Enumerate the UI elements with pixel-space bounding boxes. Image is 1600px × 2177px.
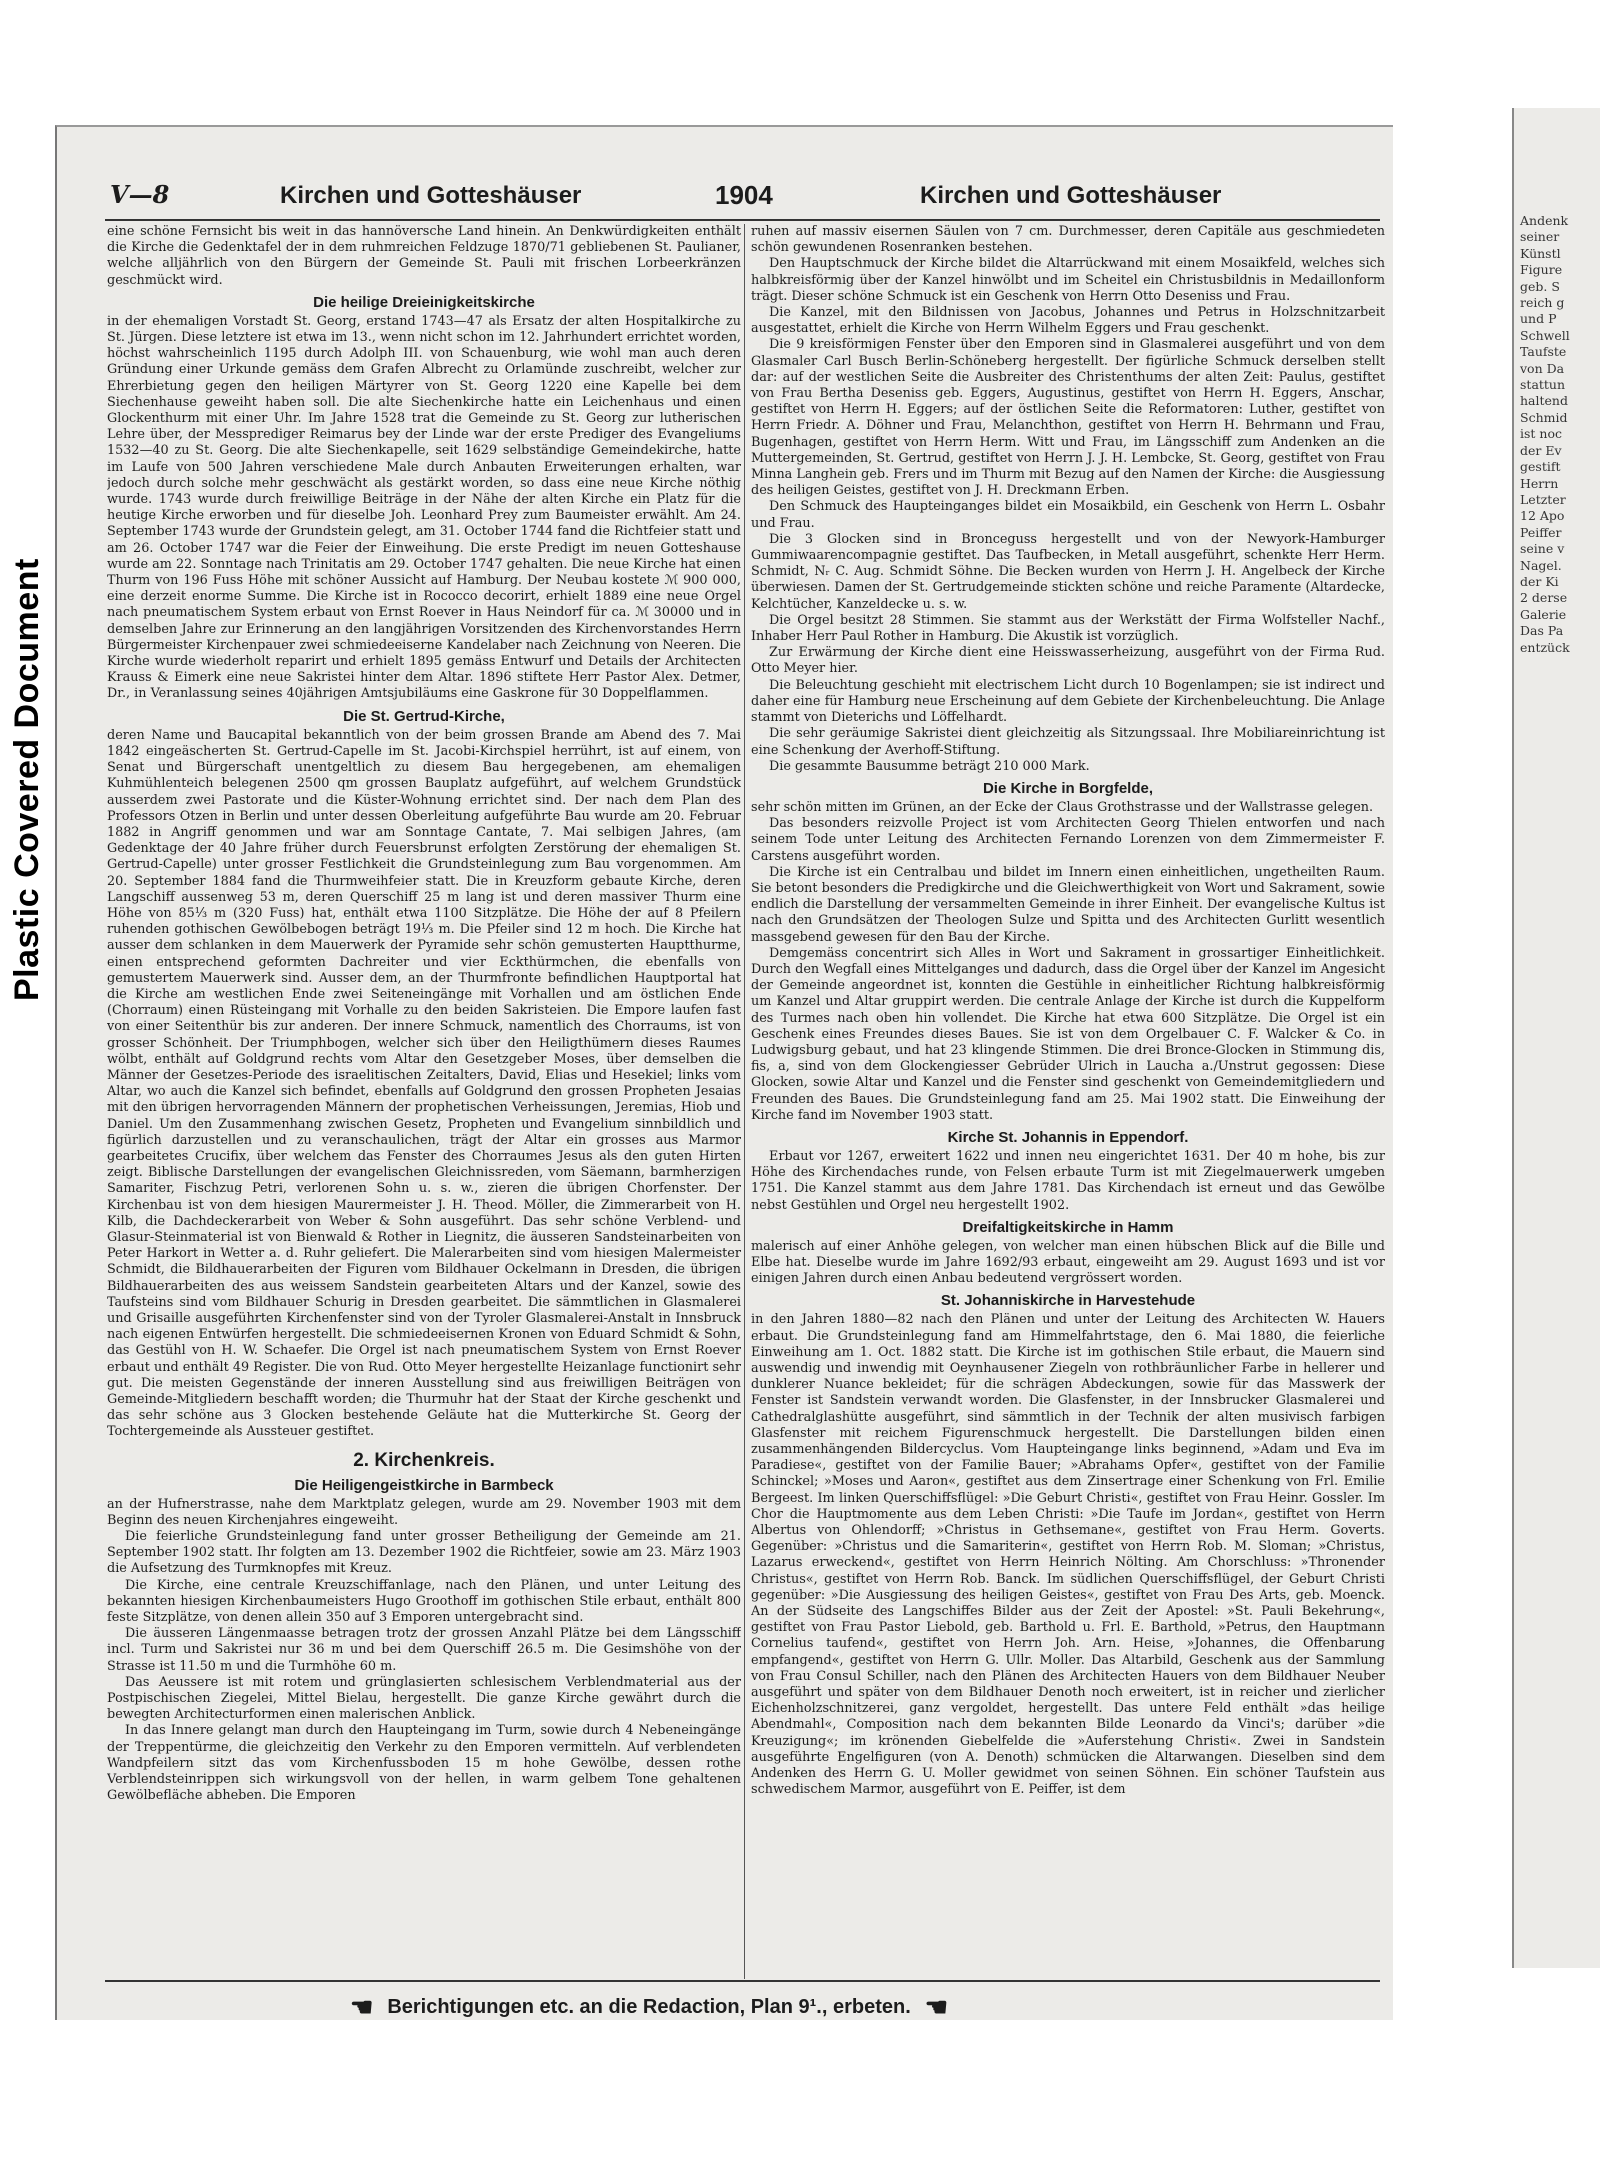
paragraph: Die sehr geräumige Sakristei dient gleichzeitig als Sitzungssaal. Ihre Mobiliareinrichtung ist eine Schenkung der Averhoff-Stiftung.	[751, 726, 1385, 758]
adjacent-page-strip	[1512, 108, 1600, 1968]
paragraph: malerisch auf einer Anhöhe gelegen, von welcher man einen hübschen Blick auf die Bille und Elbe hat. Dieselbe wurde im Jahre 1692/93 erbaut, eingeweiht am 29. August 1693 und ist vor einigen Jahren durch einen Anbau bedeutend vergrössert worden.	[751, 1238, 1385, 1287]
adjacent-page-fragment: seiner	[1520, 229, 1560, 245]
adjacent-page-fragment: 2 derse	[1520, 590, 1568, 606]
paragraph: Die Kirche, eine centrale Kreuzschiffanlage, nach den Plänen, und unter Leitung des bekannten hiesigen Kirchenbaumeisters Hugo Groothoff im gothischen Stile erbaut, enthält 800 feste Sitzplätze, von denen allein 350 auf 3 Emporen untergebracht sind.	[107, 1577, 741, 1626]
adjacent-page-fragment: Andenk	[1520, 213, 1569, 228]
paragraph: an der Hufnerstrasse, nahe dem Marktplatz gelegen, wurde am 29. November 1903 mit dem Beginn des neuen Kirchenjahres eingeweiht.	[107, 1496, 741, 1528]
adjacent-page-fragments	[1514, 108, 1600, 656]
paragraph: Die Beleuchtung geschieht mit electrischem Licht durch 10 Bogenlampen; sie ist indirect und daher eine für Hamburg neue Erscheinung auf dem Gebiete der Kirchenbeleuchtung. Die Anlage stammt von Dieterichs und Löffelhardt.	[751, 677, 1385, 726]
adjacent-page-fragment: haltend	[1520, 393, 1568, 409]
footer-rule	[105, 1980, 1380, 1982]
adjacent-page-fragment: Letzter	[1520, 491, 1566, 507]
adjacent-page-fragment: der Ev	[1520, 442, 1562, 458]
adjacent-page-fragment: von Da	[1520, 360, 1565, 376]
adjacent-page-fragment: Künstl	[1520, 245, 1561, 261]
adjacent-page-fragment: der Ki	[1520, 573, 1559, 589]
adjacent-page-fragment: Taufste	[1520, 344, 1567, 360]
adjacent-page-fragment: geb. S	[1520, 278, 1560, 294]
paragraph: in den Jahren 1880—82 nach den Plänen und unter der Leitung des Architecten W. Hauers erbaut. Die Grundsteinlegung fand am Himmelfahrtstage, den 6. Mai 1880, die feierliche Einweihung am 1. Oct. 1882 statt. Die Kirche ist im gothischen Stile erbaut, die Mauern sind auswendig und inwendig mit Oeynhausener Ziegeln von rothbräunlicher Farbe in hellerer und dunklerer Nuance bekleidet; für die schrägen Abdeckungen, sowie für das Masswerk der Fenster ist Sandstein verwandt worden. Die Glasfenster, in der Innsbrucker Glasmalerei und Cathedralglashütte ausgeführt, sind sämmtlich in der Technik der alten musivisch farbigen Glasfenster mit reichem Figurenschmuck hergestellt. Die Darstellungen bilden einen zusammenhängenden Bildercyclus. Vom Haupteingange links beginnend, »Adam und Eva im Paradiese«, gestiftet von der Familie Bauer; »Abrahams Opfer«, gestiftet von der Familie Schinckel; »Moses und Aaron«, gestiftet aus dem Zinsertrage einer Schenkung von Frl. Emilie Bergeest. Im linken Querschiffsflügel: »Die Geburt Christi«, gestiftet von Frau Heinr. Gossler. Im Chor die Hauptmomente aus dem Leben Christi: »Die Taufe im Jordan«, gestiftet von Herrn Albertus von Ohlendorff; »Christus in Gethsemane«, gestiftet von Frau Herm. Goverts. Gegenüber: »Christus und die Samariterin«, gestiftet von Herrn Rob. M. Sloman; »Christus, Lazarus erweckend«, gestiftet von Herrn Heinrich Nölting. Am Chorschluss: »Thronender Christus«, gestiftet von Herrn Rob. Banck. Im südlichen Querschiffsflügel, der Geburt Christi gegenüber: »Die Ausgiessung des heiligen Geistes«, gestiftet von Frau Des Arts, geb. Moenck. An der Südseite des Langschiffes Bilder aus der Zeit der Apostel: »St. Pauli Bekehrung«, gestiftet von Frau Pastor Liebold, geb. Barthold u. Frl. E. Barthold, »Petrus, den Hauptmann Cornelius taufend«, gestiftet von Herrn Joh. Arn. Heise, »Johannes, die Offenbarung empfangend«, gestiftet von Herrn G. Ullr. Moller. Das Altarbild, Geschenk aus der Sammlung von Frau Consul Schiller, nach den Plänen des Architecten Hauers von dem Bildhauer Neuber ausgeführt und später von dem Bildhauer Denoth noch erweitert, ist in reicher und zierlicher Eichenholzschnitzerei, ganz vergoldet, hergestellt. Das untere Feld enthält »das heilige Abendmahl«, Composition nach dem bekannten Bilde Leonardo da Vinci's; darüber »die Kreuzigung«; im krönenden Giebelfelde die »Auferstehung Christi«. Zwei in Sandstein ausgeführte Engelfiguren (von A. Denoth) schmücken die Altarwangen. Dieselben sind dem Andenken des Herrn G. U. Moller gewidmet von seinen Söhnen. Ein schöner Taufstein aus schwedischem Marmor, ausgeführt von E. Peiffer, ist dem	[751, 1312, 1385, 1798]
paragraph: deren Name und Baucapital bekanntlich von der beim grossen Brande am Abend des 7. Mai 1842 eingeäscherten St. Gertrud-Capelle im St. Jacobi-Kirchspiel herrührt, ist auf einem, von Senat und Bürgerschaft unentgeltlich zu diesem Bau hergegebenen, am ehemaligen Kuhmühlenteich belegenen 2500 qm grossen Bauplatz aufgeführt, auf welchem Grundstück ausserdem zwei Pastorate und die Küster-Wohnung errichtet sind. Der nach dem Plan des Professors Otzen in Berlin und unter dessen Oberleitung aufgeführte Bau wurde am 20. Februar 1882 in Angriff genommen und war am Sonntage Cantate, 7. Mai selbigen Jahres, (am Gedenktage der 40 Jahre früher durch Feuersbrunst erfolgten Zerstörung der ehemaligen St. Gertrud-Capelle) unter grosser Festlichkeit die Grundsteinlegung zum Bau vorgenommen. Am 20. September 1884 fand die Thurmweihfeier statt. Die in Kreuzform gebaute Kirche, deren Langschiff aussenweg 53 m, deren Querschiff 25 m lang ist und deren massiver Thurm eine Höhe von 85⅓ m (320 Fuss) hat, enthält etwa 1100 Sitzplätze. Die Höhe der auf 8 Pfeilern ruhenden gothischen Gewölbebogen beträgt 19⅓ m. Die Pfeiler sind 12 m hoch. Die Kirche hat ausser dem schlanken in dem Mauerwerk der Pyramide sehr schön gemusterten Hauptthurme, einen entsprechend geformten Dachreiter und vier Eckthürmchen, die ebenfalls von gemustertem Mauerwerk sind. Ausser dem, an der Thurmfronte befindlichen Hauptportal hat die Kirche am westlichen Ende zwei Seiteneingänge mit Vorhallen und am östlichen Ende (Chorraum) einen Rüsteingang mit Vorhalle zu den beiden Sakristeien. Die Empore laufen fast von einer Seitenthür bis zur anderen. Der innere Schmuck, namentlich des Chorraums, ist von grosser Schönheit. Der Triumphbogen, welcher sich über den Heiligthümern dieses Raumes wölbt, enthält auf Goldgrund rechts vom Altar den Gesetzgeber Moses, über demselben die Männer der Gesetzes-Periode des israelitischen Zeitalters, David, Elias und Hesekiel; links vom Altar, wo auch die Kanzel sich befindet, ebenfalls auf Goldgrund den grossen Propheten Jesaias mit den übrigen hervorragenden Männern der prophetischen Verheissungen, Jeremias, Hiob und Daniel. Um den Zusammenhang zwischen Gesetz, Propheten und Evangelium sinnbildlich und figürlich darzustellen und zu veranschaulichen, trägt der Altar ein grosses aus Marmor gearbeitetes Crucifix, über welchem das Fenster des Chorraumes Jesus als den guten Hirten zeigt. Biblische Darstellungen der evangelischen Gleichnissreden, vom Säemann, barmherzigen Samariter, Fischzug Petri, verlorenen Sohn u. s. w., zieren die übrigen Chorfenster. Der Kirchenbau ist von dem hiesigen Maurermeister J. H. Theod. Möller, die Zimmerarbeit von H. Kilb, die Dachdeckerarbeit von Weber & Sohn ausgeführt. Das sehr schöne Verblend- und Glasur-Steinmaterial ist von Bienwald & Rother in Liegnitz, die äusseren Sandsteinarbeiten von Peter Harkort in Wetter a. d. Ruhr geliefert. Die Malerarbeiten sind vom hiesigen Malermeister Schmidt, die Bildhauerarbeiten der Figuren vom Bildhauer Ockelmann in Dresden, die übrigen Bildhauerarbeiten des aus weissem Sandstein gearbeiteten Altars und der Kanzel, sowie des Taufsteins sind vom Bildhauer Schurig in Dresden gearbeitet. Die sämmtlichen in Glasmalerei und Grisaille ausgeführten Kirchenfenster sind von der Tyroler Glasmalerei-Anstalt in Innsbruck nach eigenen Entwürfen hergestellt. Die schmiedeeisernen Kronen von Eduard Schmidt & Sohn, das Gestühl von H. W. Schaefer. Die Orgel ist nach pneumatischem System von Ernst Roever erbaut und enthält 49 Register. Die von Rud. Otto Meyer hergestellte Heizanlage functionirt sehr gut. Die meisten Gegenstände der inneren Ausstellung sind aus freiwilligen Beiträgen von Gemeinde-Mitgliedern beschafft worden; die Thurmuhr hat der Staat der Kirche geschenkt und das sehr schöne aus 3 Glocken bestehende Geläute hat die Mutterkirche St. Georg der Tochtergemeinde als Aussteuer gestiftet.	[107, 727, 741, 1440]
left-column	[107, 224, 741, 1979]
paragraph: Erbaut vor 1267, erweitert 1622 und innen neu eingerichtet 1631. Der 40 m hohe, bis zur Höhe des Kirchendaches runde, von Felsen erbaute Turm ist mit Ziegelmauerwerk umgeben 1751. Die Kanzel stammt aus dem Jahre 1781. Das Kirchendach ist erneut und das Gewölbe nebst Gestühlen und Orgel neu hergestellt 1902.	[751, 1148, 1385, 1213]
adjacent-page-fragment: Schmid	[1520, 409, 1568, 425]
section-heading: Die Kirche in Borgfelde,	[982, 779, 1154, 797]
adjacent-page-fragment: Figure	[1520, 262, 1563, 278]
adjacent-page-fragment: ist noc	[1520, 426, 1562, 442]
adjacent-page-fragment: Das Pa	[1520, 623, 1564, 639]
section-heading: 2. Kirchenkreis.	[353, 1449, 495, 1471]
adjacent-page-fragment: stattun	[1520, 377, 1566, 393]
paragraph: sehr schön mitten im Grünen, an der Ecke der Claus Grothstrasse und der Wallstrasse gelegen.	[751, 799, 1374, 815]
section-heading: Dreifaltigkeitskirche in Hamm	[962, 1218, 1174, 1236]
page-header	[105, 178, 1385, 218]
adjacent-page-fragment: seine v	[1520, 541, 1565, 557]
adjacent-page-fragment: und P	[1520, 311, 1557, 327]
paragraph: Die 3 Glocken sind in Bronceguss hergestellt und von der Newyork-Hamburger Gummiwaarencompagnie gestiftet. Das Taufbecken, in Metall ausgeführt, schenkte Herr Herm. Schmidt, Nᵣ C. Aug. Schmidt Söhne. Die Becken wurden von Herrn J. H. Angelbeck der Kirche überwiesen. Damen der St. Gertrudgemeinde stickten schöne und reiche Paramente (Altardecke, Kelchtücher, Kanzeldecke u. s. w.	[751, 531, 1385, 612]
paragraph: Die gesammte Bausumme beträgt 210 000 Mark.	[769, 758, 1090, 774]
paragraph: ruhen auf massiv eisernen Säulen von 7 cm. Durchmesser, deren Capitäle aus geschmiedeten schön gewundenen Rosenranken bestehen.	[751, 224, 1385, 256]
paragraph: Die feierliche Grundsteinlegung fand unter grosser Betheiligung der Gemeinde am 21. September 1902 statt. Ihr folgten am 13. Dezember 1902 die Richtfeier, sowie am 23. März 1903 die Aufsetzung des Turmknopfes mit Kreuz.	[107, 1529, 741, 1577]
section-heading: Die Heiligengeistkirche in Barmbeck	[294, 1476, 554, 1494]
paragraph: Den Hauptschmuck der Kirche bildet die Altarrückwand mit einem Mosaikfeld, welches sich halbkreisförmig über der Kanzel hinwölbt und im Scheitel ein Christusbildnis in Medaillonform trägt. Dieser schöne Schmuck ist ein Geschenk von Herrn Otto Deseniss und Frau.	[751, 256, 1385, 304]
pointing-hand-icon: ☚	[924, 1991, 949, 2022]
section-heading: St. Johanniskirche in Harvestehude	[940, 1292, 1196, 1310]
paragraph: Die 9 kreisförmigen Fenster über den Emporen sind in Glasmalerei ausgeführt und von dem Glasmaler Carl Busch Berlin-Schöneberg hergestellt. Der figürliche Schmuck derselben stellt dar: auf der westlichen Seite die Ausbreiter des Christenthums der alten Zeit: Paulus, gestiftet von Frau Bertha Deseniss geb. Eggers, Augustinus, gestiftet von Herrn H. Eggers, Anschar, gestiftet von Herrn H. Eggers; auf der östlichen Seite die Reformatoren: Luther, gestiftet von Herrn Friedr. A. Döhner und Frau, Melanchthon, gestiftet von Herrn H. Behrmann und Frau, Bugenhagen, gestiftet von Herrn Herm. Witt und Frau, im Längsschiff zum Andenken an die Muttergemeinden, St. Gertrud, gestiftet von Herrn J. J. H. Lembcke, St. Georg, gestiftet von Frau Minna Langhein geb. Frers und im Thurm mit Bezug auf den Namen der Kirche: die Ausgiessung des heiligen Geistes, gestiftet von J. H. Dreckmann Erben.	[751, 337, 1385, 499]
adjacent-page-fragment: Nagel.	[1520, 557, 1562, 573]
running-title-right: Kirchen und Gotteshäuser	[920, 182, 1222, 209]
section-heading: Kirche St. Johannis in Eppendorf.	[947, 1128, 1189, 1146]
page-number: V—8	[110, 180, 170, 209]
footer-text: Berichtigungen etc. an die Redaction, Plan 9¹., erbeten.	[387, 1995, 911, 2018]
paragraph: Zur Erwärmung der Kirche dient eine Heisswasserheizung, ausgeführt von der Firma Rud. Otto Meyer hier.	[751, 645, 1385, 677]
adjacent-page-fragment: Herrn	[1520, 475, 1559, 491]
paragraph: Das Aeussere ist mit rotem und grünglasierten schlesischem Verblendmaterial aus der Postpischischen Ziegelei, Mittel Bielau, hergestellt. Die ganze Kirche gewährt durch die bewegten Architecturformen einen malerischen Anblick.	[107, 1674, 741, 1723]
paragraph: Die Kanzel, mit den Bildnissen von Jacobus, Johannes und Petrus in Holzschnitzarbeit ausgestattet, erhielt die Kirche von Herrn Wilhelm Eggers und Frau geschenkt.	[751, 305, 1385, 337]
adjacent-page-fragment: reich g	[1520, 295, 1565, 311]
column-divider	[744, 224, 745, 1979]
section-heading: Die St. Gertrud-Kirche,	[343, 707, 505, 725]
footer-notice	[350, 1990, 1150, 2024]
paragraph: In das Innere gelangt man durch den Haupteingang im Turm, sowie durch 4 Nebeneingänge der Treppentürme, die gleichzeitig den Verkehr zu den Emporen vermitteln. Auf verblendeten Wandpfeilern sitzt das vom Kirchenfussboden 15 m hohe Gewölbe, dessen rothe Verblendsteinrippen sich wirkungsvoll von der hellen, in warm gelbem Tone gehaltenen Gewölbefläche abheben. Die Emporen	[107, 1723, 741, 1804]
section-heading: Die heilige Dreieinigkeitskirche	[313, 293, 535, 311]
pointing-hand-icon: ☛	[350, 1991, 374, 2022]
paragraph: Den Schmuck des Haupteinganges bildet ein Mosaikbild, ein Geschenk von Herrn L. Osbahr und Frau.	[751, 499, 1385, 531]
adjacent-page-fragment: Peiffer	[1520, 524, 1562, 540]
paragraph: Die Kirche ist ein Centralbau und bildet im Innern einen einheitlichen, ungetheilten Raum. Sie betont besonders die Predigkirche und die Gleichwerthigkeit von Wort und Sakrament, sowie endlich die Darstellung der versammelten Gemeinde in ihrer Einheit. Der evangelische Kultus ist nach den Grundsätzen der Theologen Sulze und Spitta und des Architecten Gurlitt wesentlich massgebend gewesen für den Bau der Kirche.	[751, 864, 1385, 945]
paragraph: Das besonders reizvolle Project ist vom Architecten Georg Thielen entworfen und nach seinem Tode unter Leitung des Architecten Fernando Lorenzen von dem Zimmermeister F. Carstens ausgeführt worden.	[751, 816, 1385, 864]
paragraph: eine schöne Fernsicht bis weit in das hannöversche Land hinein. An Denkwürdigkeiten enthält die Kirche die Gedenktafel der in dem ruhmreichen Feldzuge 1870/71 gebliebenen St. Paulianer, welche alljährlich von den Bürgern der Gemeinde St. Pauli mit frischen Lorbeerkränzen geschmückt wird.	[107, 224, 741, 288]
header-rule	[105, 219, 1380, 221]
paragraph: Die Orgel besitzt 28 Stimmen. Sie stammt aus der Werkstätt der Firma Wolfsteller Nachf., Inhaber Herr Paul Rother in Hamburg. Die Akustik ist vorzüglich.	[751, 612, 1385, 645]
adjacent-page-fragment: Schwell	[1520, 327, 1570, 343]
adjacent-page-fragment: gestift	[1520, 459, 1561, 475]
adjacent-page-fragment: Galerie	[1520, 606, 1567, 622]
paragraph: in der ehemaligen Vorstadt St. Georg, erstand 1743—47 als Ersatz der alten Hospitalkirche zu St. Jürgen. Diese letztere ist etwa im 13., wenn nicht schon im 12. Jahrhundert errichtet worden, höchst wahrscheinlich 1195 durch Adolph III. von Schauenburg, wie wohl man auch deren Gründung einer Urkunde gemäss dem Grafen Albrecht zu Orlamünde zuschreibt, welcher zur Ehrerbietung gegen den heiligen Märtyrer von St. Georg 1220 eine Kapelle bei dem Siechenhause geweiht haben soll. Die alte Siechenkirche hatte ein Leichenhaus und einen Glockenthurm mit einer Uhr. Im Jahre 1528 trat die Gemeinde zu St. Georg zur lutherischen Lehre über, der Messprediger Reimarus bey der Linde war der erste Prediger des Evangeliums 1532—40 zu St. Georg. Die alte Siechenkapelle, seit 1629 selbständige Gemeindekirche, hatte im Laufe von 500 Jahren verschiedene Male durch Anbauten Erweiterungen erhalten, war jedoch durch solche mehr geschwächt als gestärkt worden, so dass eine neue Kirche nöthig wurde. 1743 wurde durch freiwillige Beiträge in der Nähe der alten Kirche ein Platz für die heutige Kirche erworben und für dieselbe Joh. Leonhard Prey zum Baumeister erwählt. Am 24. September 1743 wurde der Grundstein gelegt, am 31. October 1744 fand die Richtfeier statt und am 26. October 1747 war die Feier der Einweihung. Die erste Predigt im neuen Gotteshause wurde am 22. Sonntage nach Trinitatis am 29. October 1747 gehalten. Die neue Kirche hat einen Thurm von 196 Fuss Höhe mit schöner Aussicht auf Hamburg. Der Neubau kostete ℳ 900 000, eine derzeit enorme Summe. Die Kirche ist in Rococco decorirt, erhielt 1889 eine neue Orgel nach pneumatischem System erbaut von Ernst Roever in Haus Neindorf für ca. ℳ 30000 und in demselben Jahre zur Erinnerung an den langjährigen Vorsitzenden des Kirchenvorstandes Herrn Bürgermeister Kirchenpauer zwei schmiedeeiserne Kandelaber nach Zeichnung von Neeren. Die Kirche wurde wiederholt reparirt und erhielt 1895 gemäss Entwurf und Details der Architecten Krauss & Eimerk eine neue Sakristei hinter dem Altar. 1896 stiftete Herr Pastor Alex. Detmer, Dr., in Veranlassung seines 40jährigen Amtsjubiläums eine Gaskrone für 30 Doppelflammen.	[107, 313, 741, 702]
paragraph: Die äusseren Längenmaasse betragen trotz der grossen Anzahl Plätze bei dem Längsschiff incl. Turm und Sakristei nur 36 m und bei dem Querschiff 26.5 m. Die Gesimshöhe von der Strasse ist 11.50 m und die Turmhöhe 60 m.	[107, 1626, 741, 1674]
adjacent-page-fragment: 12 Apo	[1520, 508, 1565, 524]
running-title-left: Kirchen und Gotteshäuser	[280, 182, 582, 209]
adjacent-page-fragment: entzück	[1520, 639, 1570, 655]
right-column	[751, 224, 1385, 1979]
header-year: 1904	[715, 180, 773, 210]
paragraph: Demgemäss concentrirt sich Alles in Wort und Sakrament in grossartiger Einheitlichkeit. Durch den Wegfall eines Mittelganges und dadurch, dass die Orgel über der Kanzel im Angesicht der Gemeinde angeordnet ist, konnten die Gestühle in einheitlicher Richtung halbkreisförmig um Kanzel und Altar gruppirt werden. Die centrale Anlage der Kirche ist durch die Kuppelform des Turmes nach oben hin vollendet. Die Kirche hat etwa 600 Sitzplätze. Die Orgel ist ein Geschenk eines Freundes dieses Baues. Sie ist von dem Orgelbauer C. F. Walcker & Co. in Ludwigsburg gebaut, und hat 23 klingende Stimmen. Die drei Bronce-Glocken in Stimmung dis, fis, a, sind von dem Glockengiesser Gebrüder Ulrich in Laucha a./Unstrut gegossen: Diese Glocken, sowie Altar und Kanzel und die Fenster sind geschenkt von Gemeindemitgliedern und Freunden des Baues. Die Grundsteinlegung fand am 25. Mai 1902 statt. Die Einweihung der Kirche fand im November 1903 statt.	[751, 945, 1385, 1123]
side-label: Plastic Covered Document	[8, 558, 46, 1002]
